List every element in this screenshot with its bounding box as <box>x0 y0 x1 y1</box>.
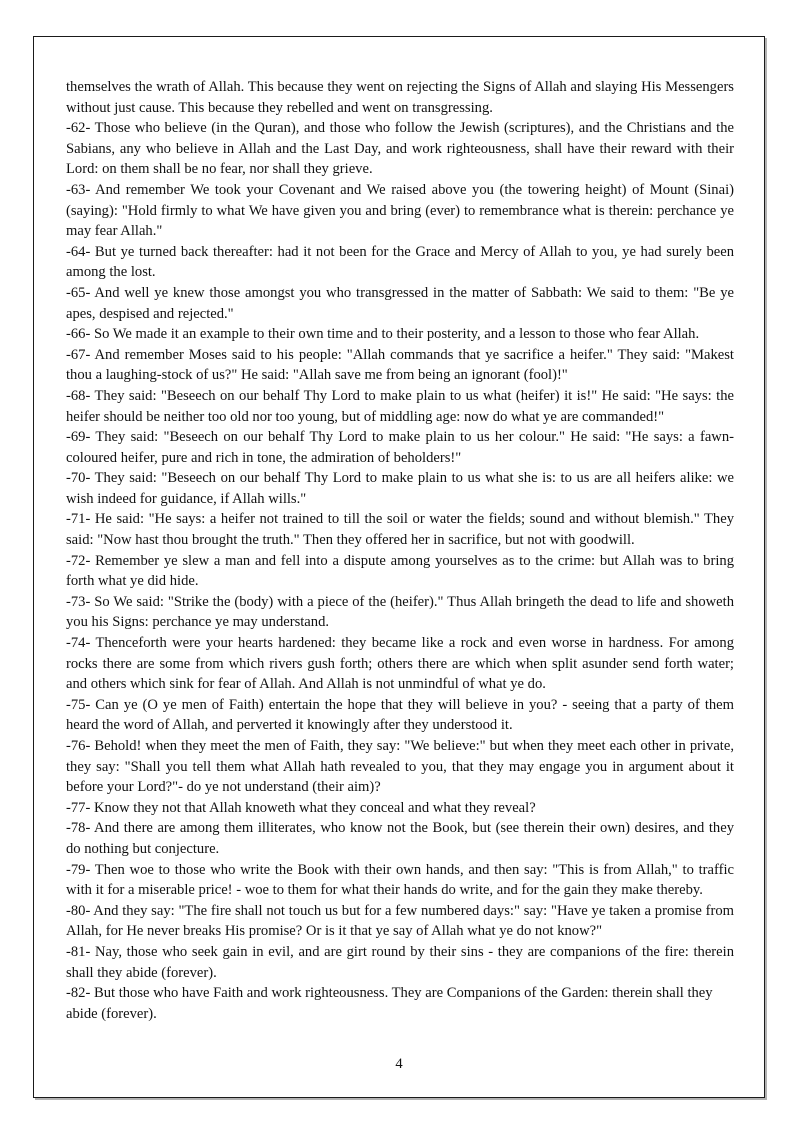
verse-63: -63- And remember We took your Covenant and We raised above you (the towering height) of Mount (Sinai) (saying): "Hold firmly to what We have given you and bring (ever) to remembrance what is therein: perchance ye may fear Allah." <box>66 181 734 240</box>
verse-68: -68- They said: "Beseech on our behalf Thy Lord to make plain to us what (heifer) it is!" He said: "He says: the heifer should be neither too old nor too young, but of middling age: now do what ye are commanded!" <box>66 387 734 425</box>
page-number: 4 <box>395 1056 403 1072</box>
verse-78: -78- And there are among them illiterates, who know not the Book, but (see therein their own) desires, and they do nothing but conjecture. <box>66 820 734 857</box>
verse-77: -77- Know they not that Allah knoweth what they conceal and what they reveal? <box>66 799 536 816</box>
verse-79: -79- Then woe to those who write the Book with their own hands, and then say: "This is from Allah," to traffic with it for a miserable price! - woe to them for what their hands do write, and for the gain they make thereby. <box>66 861 734 899</box>
verse-76: -76- Behold! when they meet the men of Faith, they say: "We believe:" but when they meet each other in private, they say: "Shall you tell them what Allah hath revealed to you, that they may engage you in argument about it before your Lord?"- do ye not understand (their aim)? <box>66 738 734 796</box>
verse-64: -64- But ye turned back thereafter: had it not been for the Grace and Mercy of Allah to you, ye had surely been among the lost. <box>66 243 734 281</box>
verse-69: -69- They said: "Beseech on our behalf Thy Lord to make plain to us her colour." He said: "He says: a fawn-coloured heifer, pure and rich in tone, the admiration of beholders!" <box>66 429 734 466</box>
verse-65: -65- And well ye knew those amongst you who transgressed in the matter of Sabbath: We said to them: "Be ye apes, despised and rejected." <box>66 284 734 322</box>
verse-81: -81- Nay, those who seek gain in evil, and are girt round by their sins - they are companions of the fire: therein shall they abide (forever). <box>66 943 734 981</box>
verse-72: -72- Remember ye slew a man and fell into a dispute among yourselves as to the crime: but Allah was to bring forth what ye did hide. <box>66 552 734 590</box>
verse-66: -66- So We made it an example to their own time and to their posterity, and a lesson to those who fear Allah. <box>66 326 700 343</box>
verse-70: -70- They said: "Beseech on our behalf Thy Lord to make plain to us what she is: to us are all heifers alike: we wish indeed for guidance, if Allah wills." <box>66 470 734 507</box>
verse-80: -80- And they say: "The fire shall not touch us but for a few numbered days:" say: "Have ye taken a promise from Allah, for He never breaks His promise? Or is it that ye say of Allah what ye do not know?" <box>66 902 734 940</box>
paragraph-continuation: themselves the wrath of Allah. This because they went on rejecting the Signs of Allah and slaying His Messengers without just cause. This because they rebelled and went on transgressing. <box>66 79 734 116</box>
verse-62: -62- Those who believe (in the Quran), and those who follow the Jewish (scriptures), and the Christians and the Sabians, any who believe in Allah and the Last Day, and work righteousness, shall have their reward with their Lord: on them shall be no fear, nor shall they grieve. <box>66 120 734 178</box>
verse-67: -67- And remember Moses said to his people: "Allah commands that ye sacrifice a heifer." They said: "Makest thou a laughing-stock of us?" He said: "Allah save me from being an ignorant (fool)!" <box>66 346 734 384</box>
verse-75: -75- Can ye (O ye men of Faith) entertain the hope that they will believe in you? - seeing that a party of them heard the word of Allah, and perverted it knowingly after they understood it. <box>66 696 734 734</box>
verse-73: -73- So We said: "Strike the (body) with a piece of the (heifer)." Thus Allah bringeth the dead to life and showeth you his Signs: perchance ye may understand. <box>66 593 734 631</box>
document-page-sheet <box>33 36 765 1098</box>
verse-82: -82- But those who have Faith and work righteousness. They are Companions of the Garden: therein shall they abide (forever). <box>66 985 713 1022</box>
verse-74: -74- Thenceforth were your hearts hardened: they became like a rock and even worse in hardness. For among rocks there are some from which rivers gush forth; others there are which when split asunder send forth water; and others which sink for fear of Allah. And Allah is not unmindful of what ye do. <box>66 635 734 693</box>
document-text-body <box>66 77 734 1024</box>
verse-71: -71- He said: "He says: a heifer not trained to till the soil or water the fields; sound and without blemish." They said: "Now hast thou brought the truth." Then they offered her in sacrifice, but not with goodwill. <box>66 511 734 549</box>
